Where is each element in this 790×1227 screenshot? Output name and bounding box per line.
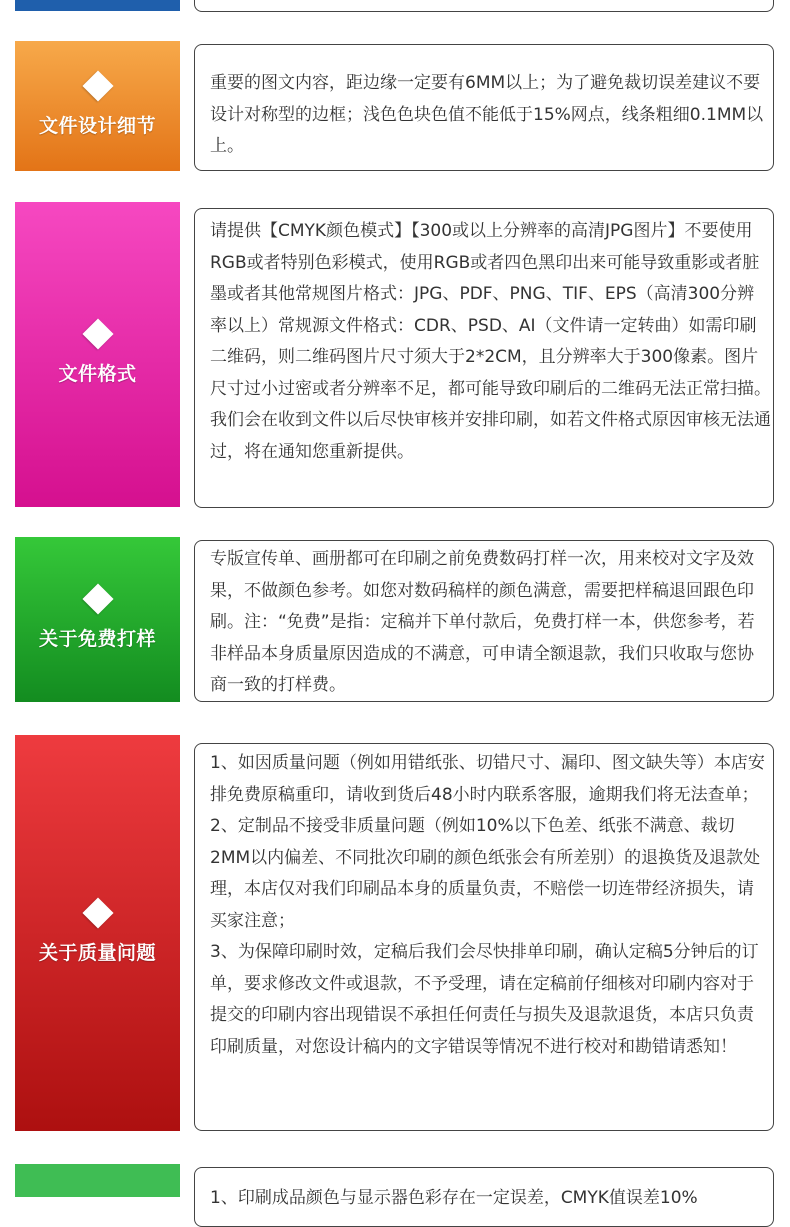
section-title: 关于质量问题 [38, 941, 156, 964]
section-6-tile [15, 1164, 180, 1197]
section-paragraph: 1、印刷成品颜色与显示器色彩存在一定误差，CMYK值误差10% [210, 1188, 698, 1208]
section-free-proof [0, 537, 790, 702]
section-1-partial [0, 0, 790, 12]
section-file-design-tile [15, 41, 180, 171]
section-free-proof-tile [15, 537, 180, 702]
section-1-tile [15, 0, 180, 11]
number-badge: 3 [82, 318, 113, 349]
section-quality-box [194, 743, 774, 1131]
section-paragraph: 3、为保障印刷时效，定稿后我们会尽快排单印刷，确认定稿5分钟后的订单，要求修改文件或退款，不予受理，请在定稿前仔细核对印刷内容对于提交的印刷内容出现错误不承担任何责任与损失及退款退货，本店只负责印刷质量，对您设计稿内的文字错误等情况不进行校对和勘错请悉知！ [210, 942, 759, 1057]
section-6-box [194, 1167, 774, 1227]
section-1-box [194, 0, 774, 12]
section-file-format-tile [15, 202, 180, 507]
section-file-format-box [194, 208, 774, 508]
number-badge: 5 [82, 897, 113, 928]
section-file-format [0, 202, 790, 507]
section-paragraph: 请提供【CMYK颜色模式】【300或以上分辨率的高清JPG图片】不要使用RGB或者特别色彩模式，使用RGB或者四色黑印出来可能导致重影或者脏墨或者其他常规图片格式：JPG、PDF、PNG、TIF、EPS（高清300分辨率以上）常规源文件格式：CDR、PSD、AI（文件请一定转曲）如需印刷二维码，则二维码图片尺寸须大于2*2CM，且分辨率大于300像素。图片尺寸过小过密或者分辨率不足，都可能导致印刷后的二维码无法正常扫描。我们会在收到文件以后尽快审核并安排印刷，如若文件格式原因审核无法通过，将在通知您重新提供。 [210, 221, 771, 462]
section-file-design-box [194, 44, 774, 171]
section-title: 关于免费打样 [38, 628, 156, 650]
section-6-partial [0, 1164, 790, 1208]
section-free-proof-box [194, 540, 774, 702]
section-paragraph: 1、如因质量问题（例如用错纸张、切错尺寸、漏印、图文缺失等）本店安排免费原稿重印，请收到货后48小时内联系客服，逾期我们将无法查单； [210, 753, 765, 805]
section-quality [0, 735, 790, 1131]
section-paragraph: 专版宣传单、画册都可在印刷之前免费数码打样一次，用来校对文字及效果，不做颜色参考。如您对数码稿样的颜色满意，需要把样稿退回跟色印刷。注：“免费”是指：定稿并下单付款后，免费打样一本，供您参考，若非样品本身质量原因造成的不满意，可申请全额退款，我们只收取与您协商一致的打样费。 [210, 549, 755, 695]
section-paragraph: 重要的图文内容，距边缘一定要有6MM以上；为了避免裁切误差建议不要设计对称型的边框；浅色色块色值不能低于15%网点，线条粗细0.1MM以上。 [210, 73, 764, 156]
section-paragraph: 2、定制品不接受非质量问题（例如10%以下色差、纸张不满意、裁切2MM以内偏差、不同批次印刷的颜色纸张会有所差别）的退换货及退款处理，本店仅对我们印刷品本身的质量负责，不赔偿一切连带经济损失，请买家注意； [210, 816, 761, 931]
section-title: 文件设计细节 [38, 114, 156, 137]
section-file-design [0, 41, 790, 171]
number-badge: 2 [82, 70, 113, 101]
section-title: 文件格式 [58, 363, 137, 385]
section-quality-tile [15, 735, 180, 1131]
number-badge: 4 [82, 583, 113, 614]
